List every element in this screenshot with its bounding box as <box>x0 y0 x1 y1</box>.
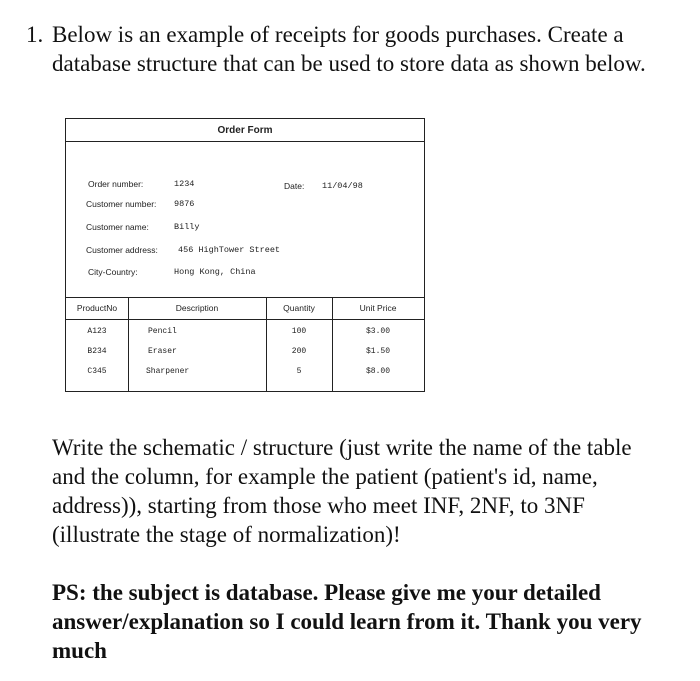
column-header-unit-price: Unit Price <box>359 303 397 313</box>
cell-description-3: Sharpener <box>146 367 190 376</box>
cell-price-2: $1.50 <box>365 347 390 356</box>
question-number: 1. <box>26 22 44 47</box>
cell-quantity-3: 5 <box>296 367 302 376</box>
cell-product-1: A123 <box>87 327 107 336</box>
cell-description-2: Eraser <box>148 347 177 356</box>
order-form-title: Order Form <box>217 125 273 136</box>
city-country-value: Hong Kong, China <box>174 267 256 277</box>
order-number-value: 1234 <box>174 179 195 189</box>
order-form-image <box>65 118 425 392</box>
city-country-label: City-Country: <box>88 267 138 277</box>
cell-description-1: Pencil <box>148 327 177 336</box>
customer-number-value: 9876 <box>174 199 195 209</box>
question-text: Below is an example of receipts for goods purchases. Create a database structure that can be used to store data as shown below. <box>52 22 646 76</box>
cell-price-3: $8.00 <box>365 367 390 376</box>
cell-quantity-2: 200 <box>291 347 307 356</box>
date-label: Date: <box>284 181 305 191</box>
customer-name-value: Billy <box>174 222 200 232</box>
table-header-divider <box>66 319 424 320</box>
date-value: 11/04/98 <box>322 181 363 191</box>
customer-name-label: Customer name: <box>86 222 149 232</box>
cell-product-3: C345 <box>87 367 107 376</box>
cell-product-2: B234 <box>87 347 107 356</box>
cell-price-1: $3.00 <box>365 327 390 336</box>
customer-address-label: Customer address: <box>86 245 158 255</box>
title-divider <box>66 141 424 142</box>
customer-address-value: 456 HighTower Street <box>178 245 281 255</box>
table-top-border <box>66 297 424 298</box>
customer-number-label: Customer number: <box>86 199 157 209</box>
order-number-label: Order number: <box>88 179 144 189</box>
column-header-description: Description <box>175 303 219 313</box>
instruction-text: Write the schematic / structure (just write the name of the table and the column, for example the patient (patient's id, name, address)), starting from those who meet INF, 2NF, to 3NF (illustrate the stage of normalization)! <box>52 435 632 547</box>
ps-note: PS: the subject is database. Please give me your detailed answer/explanation so I could learn from it. Thank you very much <box>52 580 642 663</box>
column-header-productno: ProductNo <box>76 303 118 313</box>
cell-quantity-1: 100 <box>291 327 307 336</box>
column-header-quantity: Quantity <box>283 303 315 313</box>
